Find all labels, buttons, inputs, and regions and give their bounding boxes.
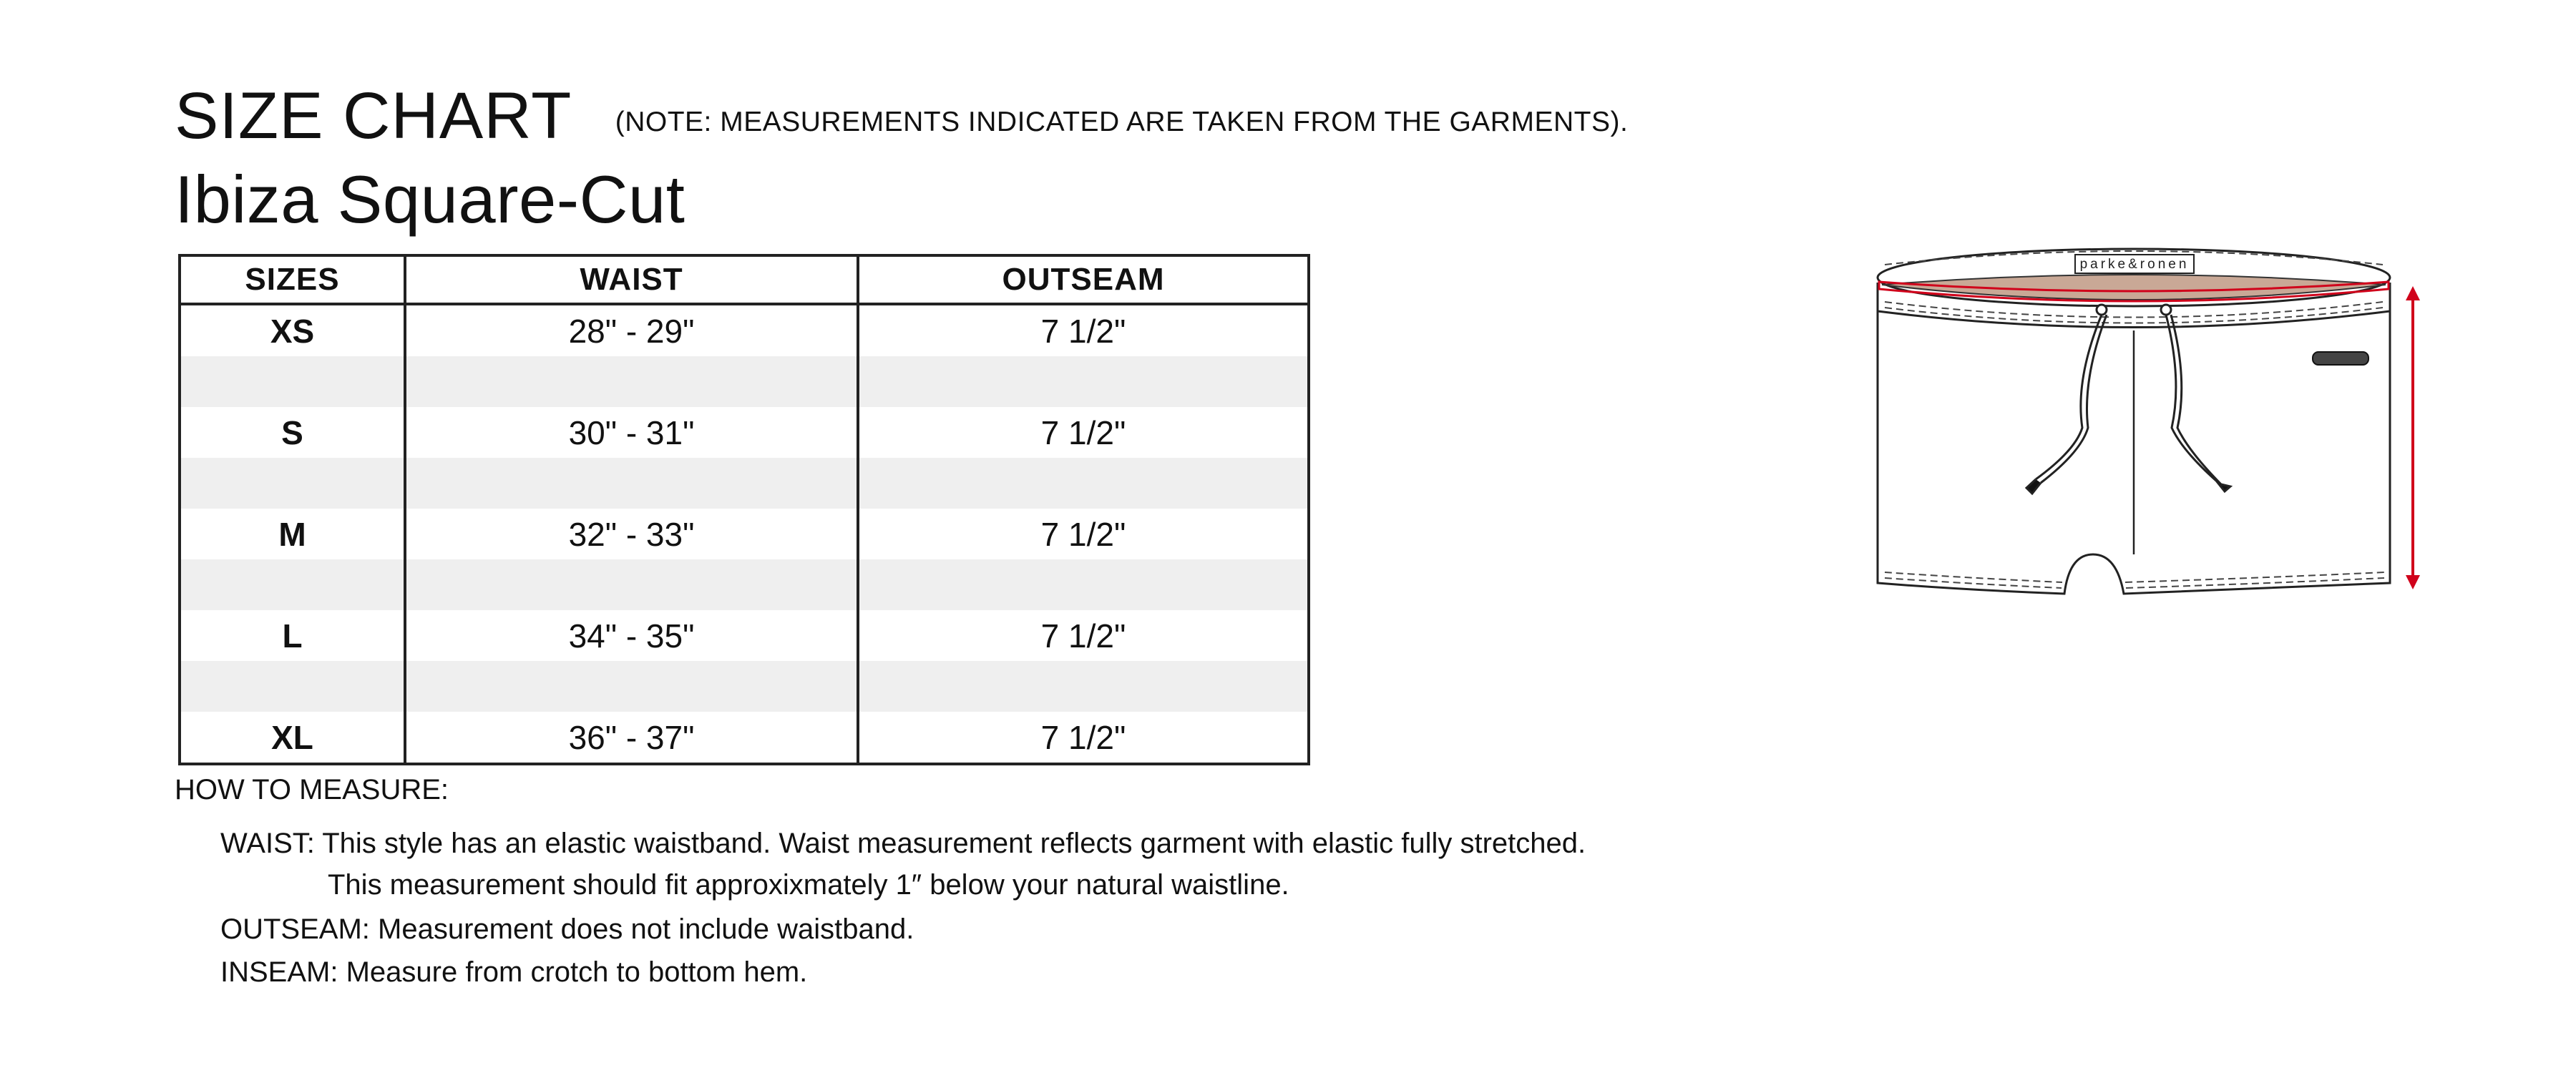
waist-cell: 32" - 33" <box>405 509 858 559</box>
size-cell: S <box>180 407 405 458</box>
outseam-cell: 7 1/2" <box>858 407 1309 458</box>
column-header-outseam: OUTSEAM <box>858 255 1309 304</box>
table-spacer-row <box>180 661 1309 712</box>
spacer-cell <box>405 559 858 610</box>
spacer-cell <box>180 661 405 712</box>
table-row <box>180 610 1309 661</box>
measurement-note: (NOTE: MEASUREMENTS INDICATED ARE TAKEN FROM THE GARMENTS). <box>615 107 1629 137</box>
product-name: Ibiza Square-Cut <box>175 162 686 237</box>
outseam-cell: 7 1/2" <box>858 304 1309 356</box>
waist-cell: 36" - 37" <box>405 712 858 764</box>
table-row <box>180 304 1309 356</box>
size-cell: XL <box>180 712 405 764</box>
how-to-measure-title: HOW TO MEASURE: <box>175 774 449 805</box>
size-cell: XS <box>180 304 405 356</box>
table-row <box>180 407 1309 458</box>
brand-label <box>2075 255 2194 273</box>
table-spacer-row <box>180 458 1309 509</box>
spacer-cell <box>405 356 858 407</box>
waist-cell: 30" - 31" <box>405 407 858 458</box>
outseam-measure-arrow <box>2406 286 2420 589</box>
waist-instruction: WAIST: This style has an elastic waistband. Waist measurement reflects garment with elastic fully stretched. <box>220 828 1586 859</box>
waist-cell: 28" - 29" <box>405 304 858 356</box>
outseam-instruction: OUTSEAM: Measurement does not include waistband. <box>220 913 914 945</box>
title-row <box>175 79 1628 154</box>
spacer-cell <box>858 559 1309 610</box>
spacer-cell <box>858 458 1309 509</box>
table-row <box>180 509 1309 559</box>
inseam-instruction: INSEAM: Measure from crotch to bottom hem. <box>220 956 808 988</box>
size-table <box>178 254 1310 765</box>
size-cell: L <box>180 610 405 661</box>
spacer-cell <box>405 661 858 712</box>
table-spacer-row <box>180 559 1309 610</box>
spacer-cell <box>180 559 405 610</box>
column-header-sizes: SIZES <box>180 255 405 304</box>
spacer-cell <box>180 356 405 407</box>
waist-instruction-continued: This measurement should fit approxixmately 1″ below your natural waistline. <box>328 869 1289 901</box>
spacer-cell <box>180 458 405 509</box>
spacer-cell <box>858 661 1309 712</box>
shorts-illustration <box>1860 236 2447 622</box>
page-title: SIZE CHART <box>175 79 572 152</box>
table-row <box>180 712 1309 764</box>
outseam-cell: 7 1/2" <box>858 509 1309 559</box>
brand-label-text: parke&ronen <box>2079 257 2190 272</box>
outseam-cell: 7 1/2" <box>858 610 1309 661</box>
table-spacer-row <box>180 356 1309 407</box>
waist-cell: 34" - 35" <box>405 610 858 661</box>
spacer-cell <box>405 458 858 509</box>
size-cell: M <box>180 509 405 559</box>
spacer-cell <box>858 356 1309 407</box>
column-header-waist: WAIST <box>405 255 858 304</box>
logo-tab <box>2313 352 2368 365</box>
table-header-row <box>180 255 1309 304</box>
outseam-cell: 7 1/2" <box>858 712 1309 764</box>
